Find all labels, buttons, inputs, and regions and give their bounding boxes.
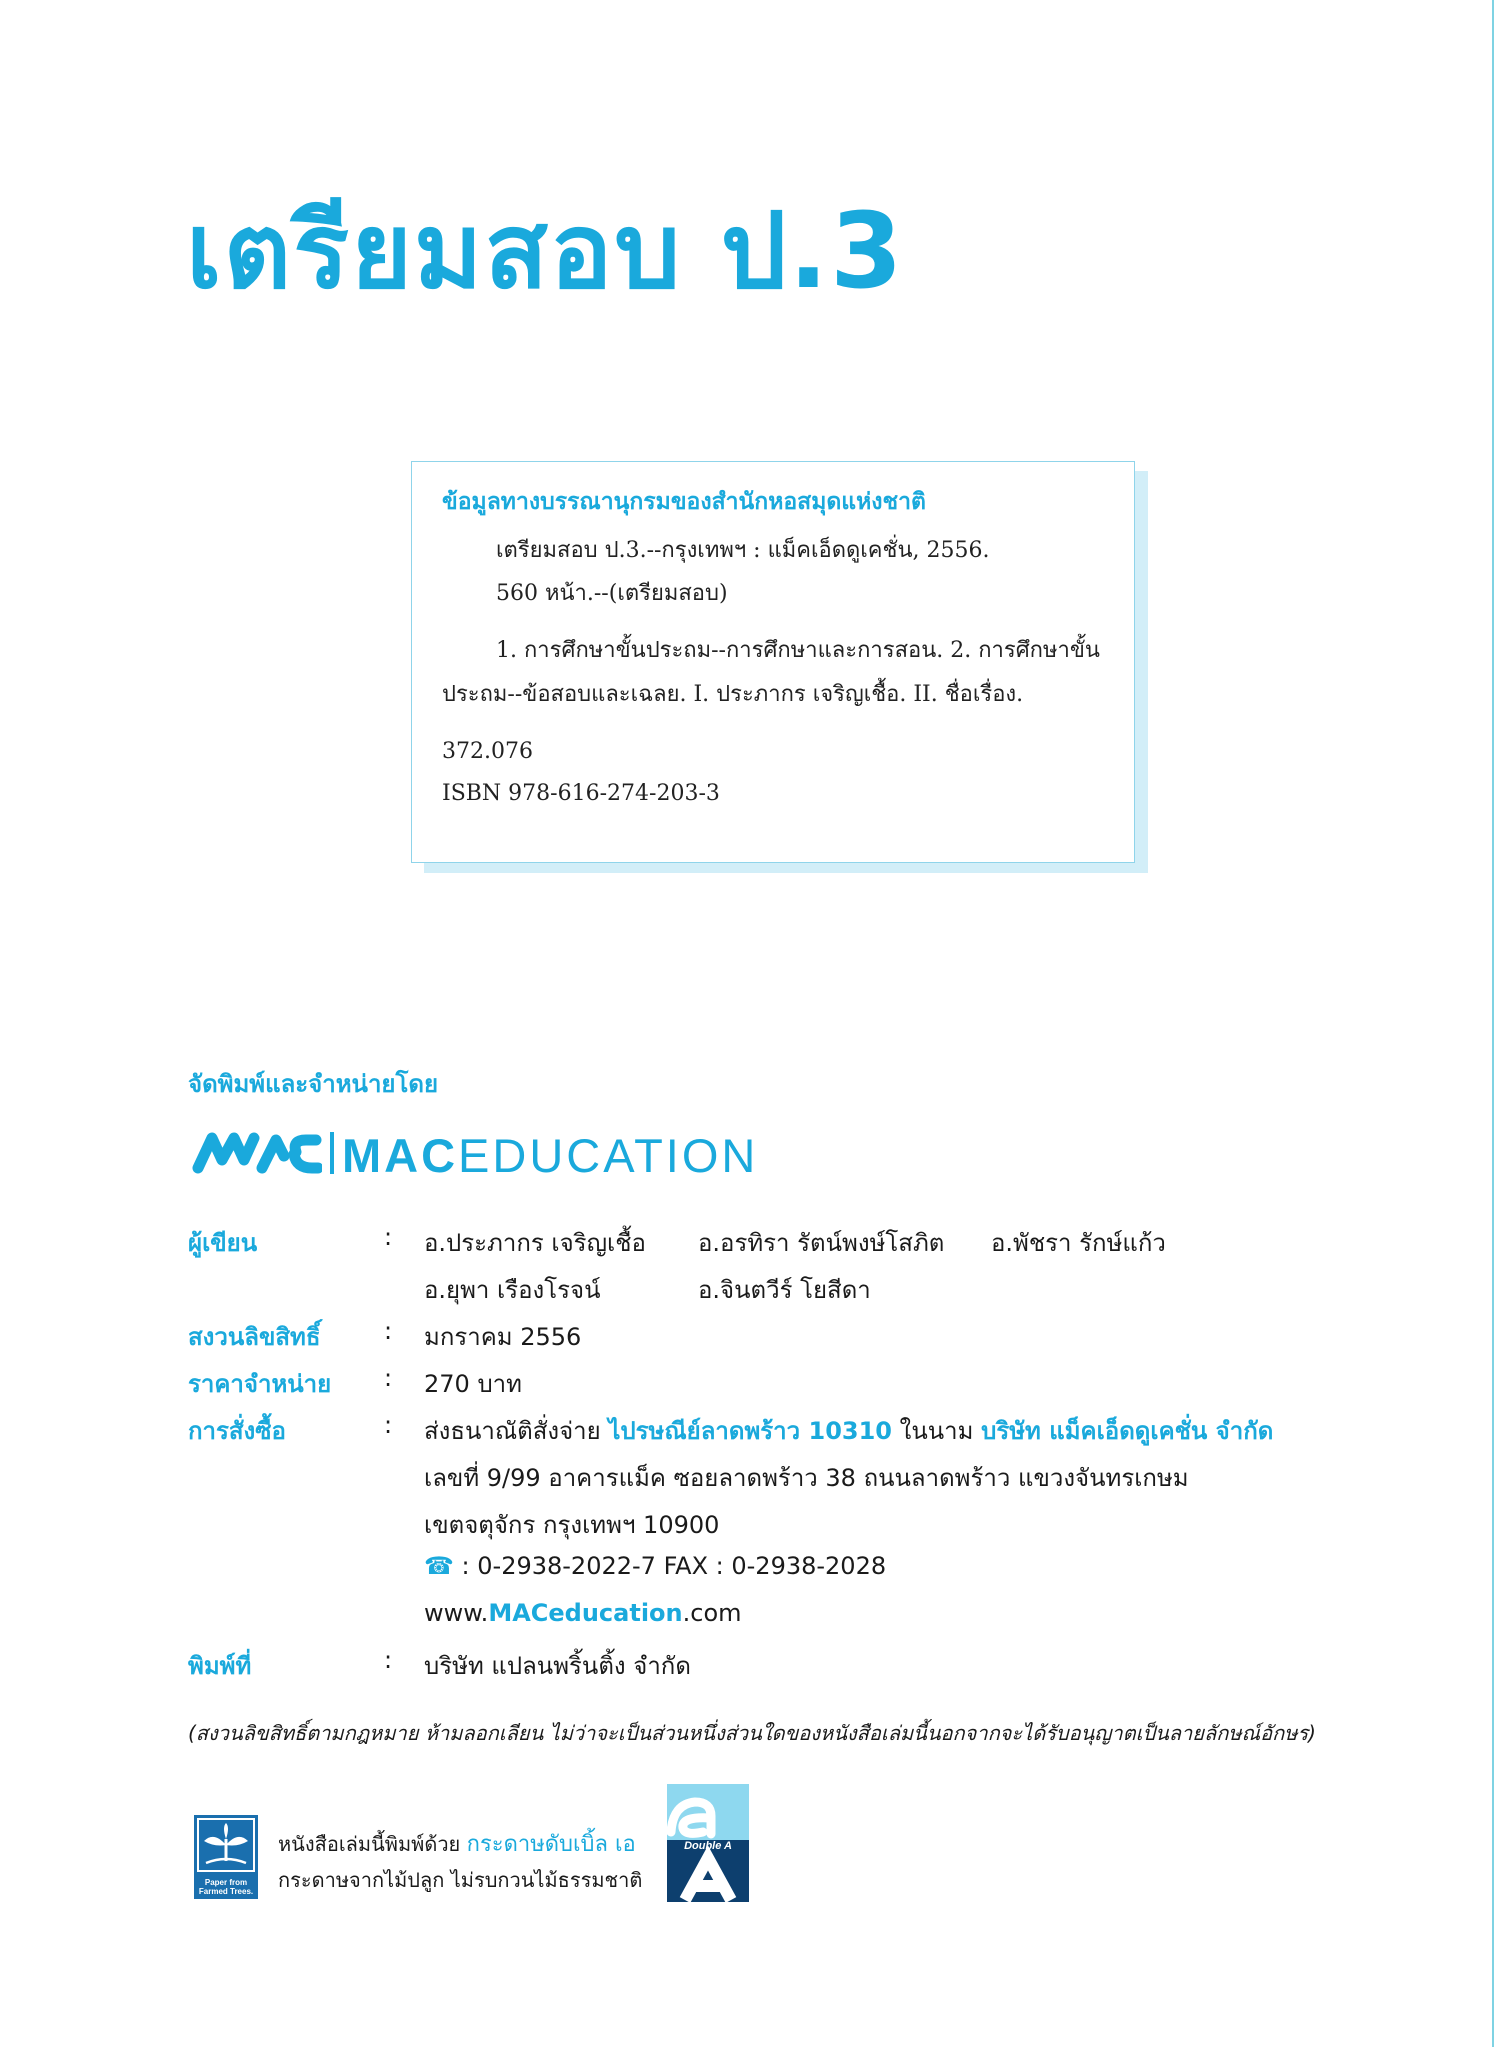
printer-label: พิมพ์ที่ [188, 1652, 252, 1680]
web-pre: www. [424, 1599, 489, 1627]
paper-brand: กระดาษดับเบิ้ล เอ [466, 1832, 636, 1857]
phone-text [424, 1552, 886, 1580]
price-label: ราคาจำหน่าย [188, 1370, 332, 1398]
farmed-trees-logo [194, 1815, 258, 1899]
authors-label: ผู้เขียน [188, 1229, 258, 1257]
mac-education-logo [192, 1122, 792, 1184]
phone-icon: ☎ [424, 1552, 454, 1580]
colon: : [384, 1223, 393, 1251]
logo-wordmark-light: EDUCATION [458, 1129, 759, 1182]
address-line: เขตจตุจักร กรุงเทพฯ 10900 [424, 1511, 720, 1539]
colon: : [384, 1317, 393, 1345]
cip-heading: ข้อมูลทางบรรณานุกรมของสำนักหอสมุดแห่งชาติ [442, 488, 926, 515]
author-name: อ.ประภากร เจริญเชื้อ [424, 1229, 646, 1257]
colon: : [384, 1646, 393, 1674]
price-value: 270 บาท [424, 1370, 522, 1398]
colon: : [384, 1411, 393, 1439]
publisher-heading: จัดพิมพ์และจำหน่ายโดย [188, 1070, 439, 1098]
copyright-date: มกราคม 2556 [424, 1323, 582, 1351]
colon: : [384, 1364, 393, 1392]
phone-numbers: : 0-2938-2022-7 FAX : 0-2938-2028 [461, 1552, 887, 1580]
farmed-trees-caption [194, 1878, 258, 1896]
order-label: การสั่งซื้อ [188, 1417, 286, 1445]
address-line: เลขที่ 9/99 อาคารแม็ค ซอยลาดพร้าว 38 ถนนลาดพร้าว แขวงจันทรเกษม [424, 1464, 1189, 1492]
cip-subjects-line: 1. การศึกษาขั้นประถม--การศึกษาและการสอน. 2. การศึกษาขั้น [496, 638, 1100, 663]
double-a-logo [667, 1784, 749, 1902]
page-title: เตรียมสอบ ป.3 [186, 190, 905, 312]
author-name: อ.ยุพา เรืองโรจน์ [424, 1276, 601, 1304]
logo-wordmark-bold: MAC [342, 1129, 459, 1182]
author-name: อ.อรทิรา รัตน์พงษ์โสภิต [698, 1229, 945, 1257]
website-link[interactable] [424, 1599, 742, 1627]
double-a-text: Double A [684, 1840, 732, 1852]
cip-isbn: ISBN 978-616-274-203-3 [442, 781, 720, 806]
cip-line: 560 หน้า.--(เตรียมสอบ) [496, 581, 728, 606]
web-mid: MACeducation [488, 1599, 683, 1627]
order-company: บริษัท แม็คเอ็ดดูเคชั่น จำกัด [981, 1417, 1274, 1445]
order-post-office: ไปรษณีย์ลาดพร้าว 10310 [608, 1417, 892, 1445]
page-edge-line [1492, 0, 1494, 2047]
order-mid: ในนาม [899, 1417, 974, 1445]
paper-info-line-1 [278, 1826, 636, 1861]
cip-line: เตรียมสอบ ป.3.--กรุงเทพฯ : แม็คเอ็ดดูเคชั่น, 2556. [496, 538, 990, 563]
printer-value: บริษัท แปลนพริ้นติ้ง จำกัด [424, 1652, 691, 1680]
author-name: อ.พัชรา รักษ์แก้ว [991, 1229, 1166, 1257]
paper-info-line-2: กระดาษจากไม้ปลูก ไม่รบกวนไม้ธรรมชาติ [278, 1868, 643, 1892]
paper-line1-pre: หนังสือเล่มนี้พิมพ์ด้วย [278, 1832, 461, 1856]
cip-subjects-line: ประถม--ข้อสอบและเฉลย. I. ประภากร เจริญเชื้อ. II. ชื่อเรื่อง. [442, 682, 1024, 707]
copyright-label: สงวนลิขสิทธิ์ [188, 1323, 321, 1351]
plant-icon [194, 1815, 258, 1875]
web-post: .com [682, 1599, 742, 1627]
cataloging-box [411, 461, 1135, 863]
logo-wordmark [342, 1128, 758, 1183]
farmed-caption-line: Farmed Trees. [198, 1887, 254, 1896]
logo-separator [330, 1132, 334, 1174]
author-name: อ.จินตวีร์ โยสีดา [698, 1276, 871, 1304]
order-pre: ส่งธนาณัติสั่งจ่าย [424, 1417, 601, 1445]
farmed-caption-line: Paper from [204, 1878, 248, 1887]
cip-classification: 372.076 [442, 739, 533, 764]
order-text [424, 1411, 1273, 1450]
copyright-notice: (สงวนลิขสิทธิ์ตามกฎหมาย ห้ามลอกเลียน ไม่ว่าจะเป็นส่วนหนึ่งส่วนใดของหนังสือเล่มนี้นอกจากจะได้รับอนุญาตเป็นลายลักษณ์อักษร) [188, 1721, 1316, 1745]
mac-logo-mark-icon [192, 1128, 322, 1176]
